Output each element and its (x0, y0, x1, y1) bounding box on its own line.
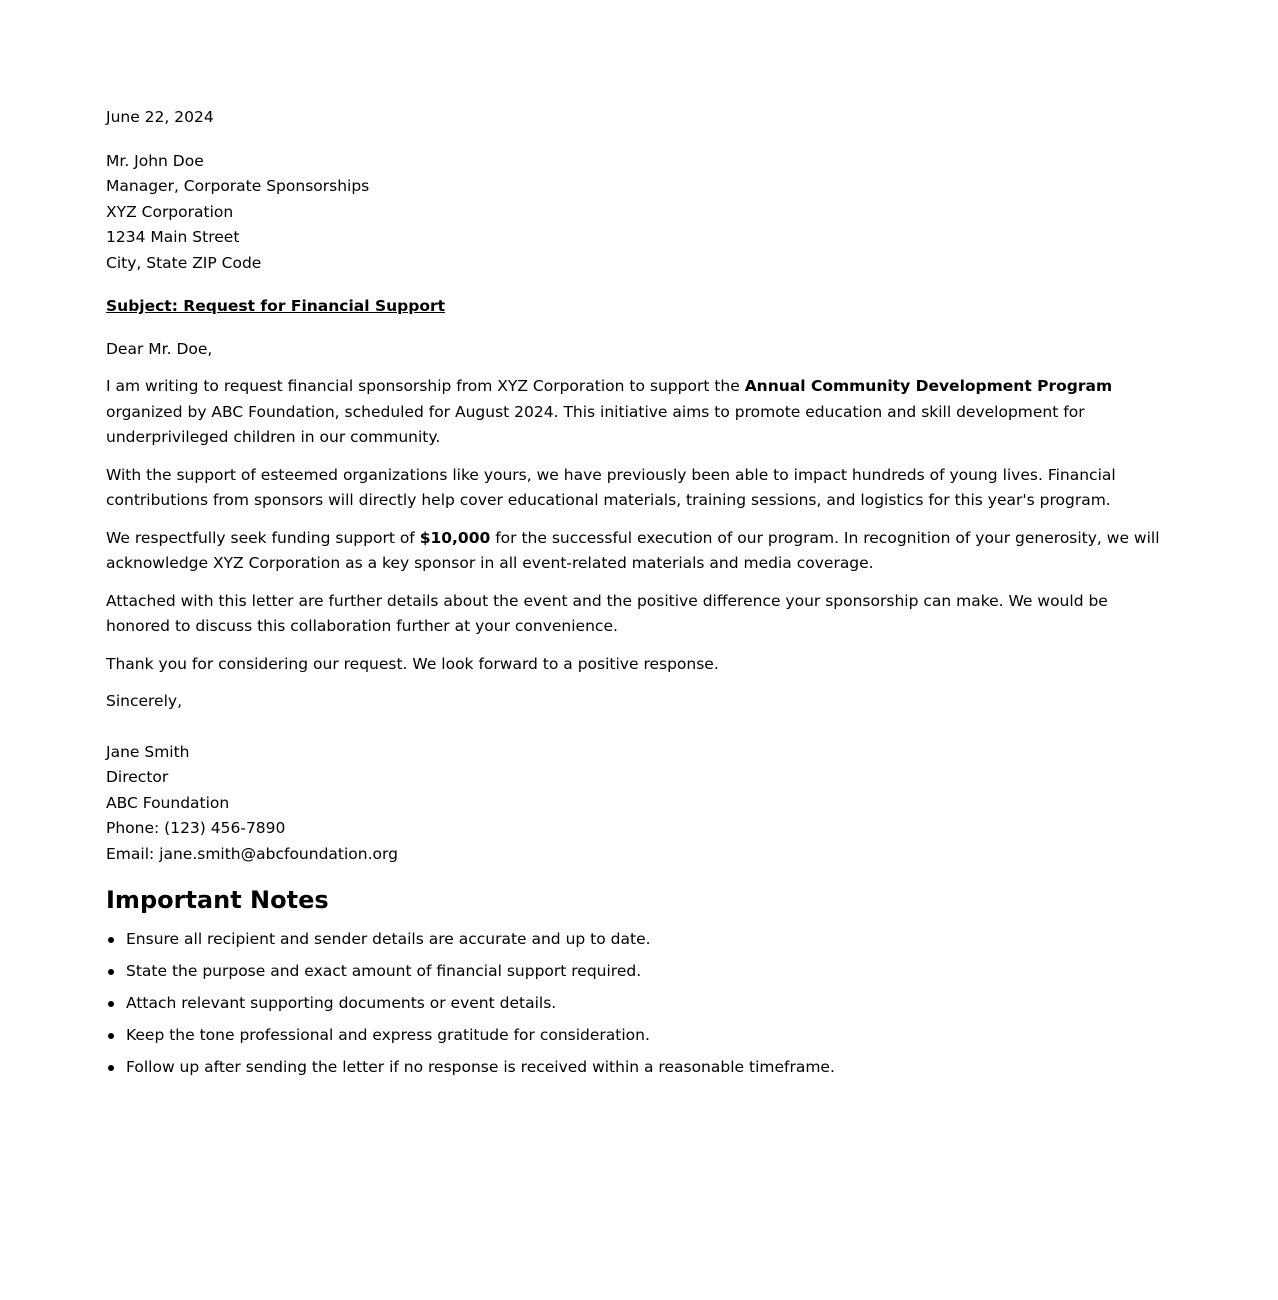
letter-subject: Subject: Request for Financial Support (106, 297, 446, 315)
body-paragraph-2: With the support of esteemed organizations like yours, we have previously been able to impact hundreds of young lives. Financial contributions from sponsors will directly help cover educational materials, training sessions, and logistics for this year's program. (106, 465, 1116, 509)
para3-text-before: We respectfully seek funding support of (106, 528, 420, 547)
program-name: Annual Community Development Program (744, 377, 1113, 395)
note-text: Attach relevant supporting documents or event details. (126, 994, 557, 1012)
list-item (106, 959, 1172, 985)
bullet-icon (108, 937, 114, 943)
sender-organization: ABC Foundation (106, 793, 230, 812)
bullet-icon (108, 969, 114, 975)
letter-closing: Sincerely, (106, 692, 183, 710)
sender-title: Director (106, 768, 169, 786)
signature-block (106, 740, 1172, 868)
list-item (106, 991, 1172, 1017)
bullet-icon (108, 1065, 114, 1071)
funding-amount: $10,000 (419, 528, 491, 547)
body-paragraph-3 (106, 526, 1172, 577)
body-paragraph-5: Thank you for considering our request. We look forward to a positive response. (106, 654, 719, 673)
recipient-name: Mr. John Doe (106, 151, 204, 170)
list-item (106, 1023, 1172, 1049)
recipient-title: Manager, Corporate Sponsorships (106, 177, 370, 195)
note-text: State the purpose and exact amount of financial support required. (126, 962, 642, 980)
recipient-street: 1234 Main Street (106, 228, 240, 246)
letter-date: June 22, 2024 (106, 108, 214, 126)
letter-salutation: Dear Mr. Doe, (106, 339, 213, 358)
body-paragraph-1 (106, 374, 1172, 451)
note-text: Follow up after sending the letter if no response is received within a reasonable timeframe. (126, 1058, 835, 1076)
recipient-company: XYZ Corporation (106, 202, 234, 221)
recipient-address-block (106, 149, 1172, 277)
note-text: Ensure all recipient and sender details are accurate and up to date. (126, 930, 651, 948)
bullet-icon (108, 1033, 114, 1039)
list-item (106, 1055, 1172, 1081)
para1-text-before: I am writing to request financial sponsorship from XYZ Corporation to support the (106, 377, 745, 395)
sender-phone: Phone: (123) 456-7890 (106, 819, 286, 837)
recipient-city: City, State ZIP Code (106, 253, 262, 272)
sender-name: Jane Smith (106, 742, 190, 761)
notes-heading: Important Notes (106, 886, 329, 914)
body-paragraph-4: Attached with this letter are further details about the event and the positive difference your sponsorship can make. We would be honored to discuss this collaboration further at your convenience. (106, 591, 1108, 635)
list-item (106, 927, 1172, 953)
bullet-icon (108, 1001, 114, 1007)
note-text: Keep the tone professional and express gratitude for consideration. (126, 1026, 650, 1044)
para3-text-after: for the successful execution of our program. In recognition of your generosity, we will acknowledge XYZ Corporation as a key sponsor in all event-related materials and media coverage. (106, 528, 1160, 572)
sender-email: Email: jane.smith@abcfoundation.org (106, 844, 398, 863)
notes-list (106, 927, 1172, 1081)
para1-text-after: organized by ABC Foundation, scheduled for August 2024. This initiative aims to promote education and skill development for underprivileged children in our community. (106, 402, 1085, 446)
